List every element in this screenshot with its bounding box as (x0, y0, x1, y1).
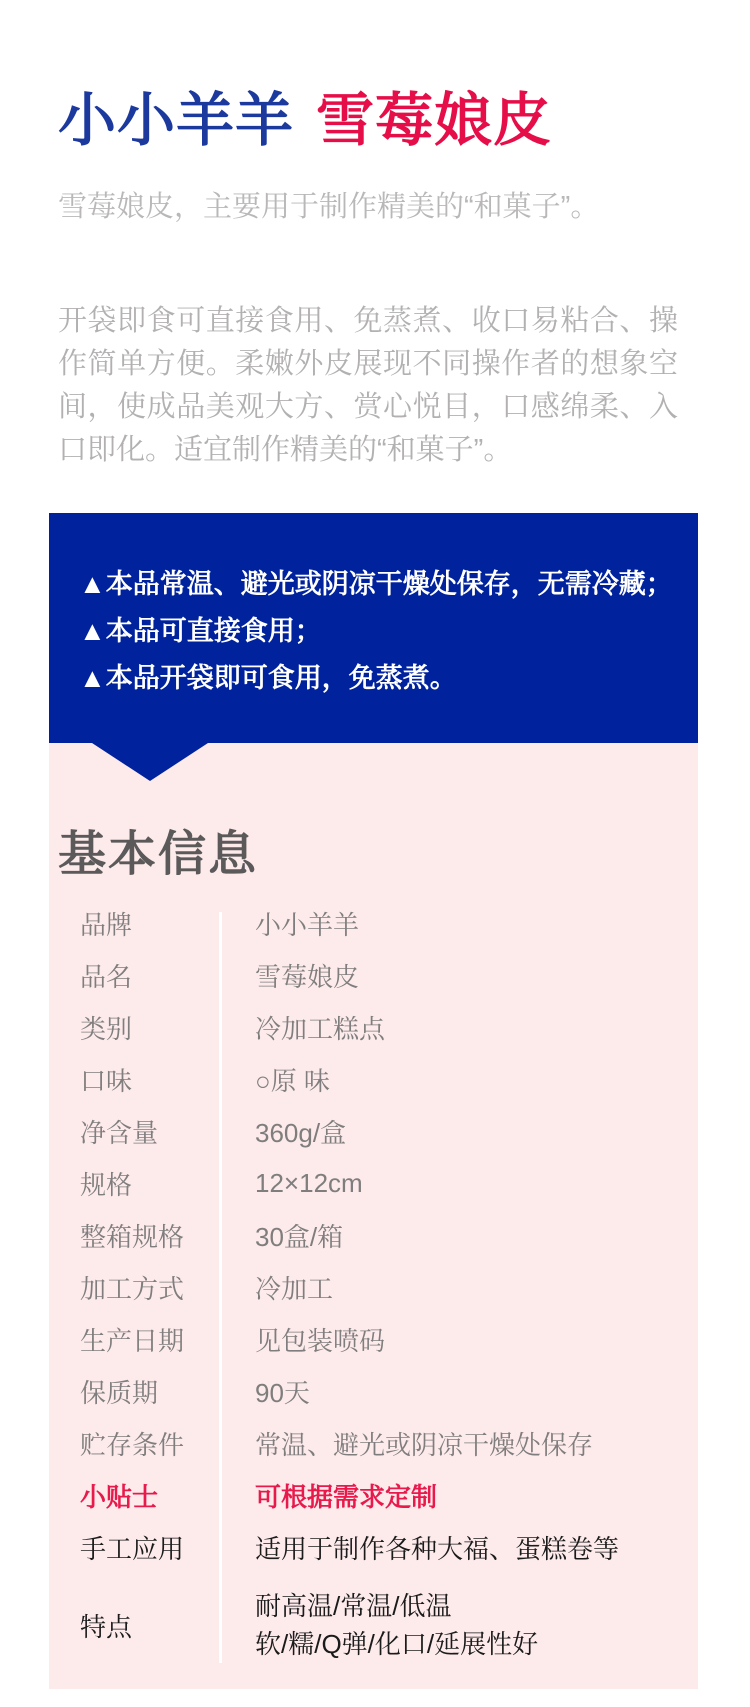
row-label: 净含量 (80, 1117, 159, 1148)
row-value: ○原 味 (255, 1065, 330, 1096)
row-label: 生产日期 (80, 1325, 185, 1356)
row-value: 冷加工糕点 (255, 1013, 386, 1044)
row-value-line-2: 软/糯/Q弹/化口/延展性好 (255, 1629, 539, 1659)
row-label: 贮存条件 (80, 1429, 185, 1460)
brand-name: 小小羊羊 (58, 88, 295, 153)
table-row (49, 1261, 698, 1313)
row-label: 类别 (80, 1013, 133, 1044)
product-description: 开袋即食可直接食用、免蒸煮、收口易粘合、操作简单方便。柔嫩外皮展现不同操作者的想象空间，使成品美观大方、赏心悦目，口感绵柔、入口即化。适宜制作精美的“和菓子”。 (58, 305, 678, 466)
table-row (49, 1001, 698, 1053)
row-value: 小小羊羊 (255, 909, 360, 940)
row-label: 品名 (80, 961, 133, 992)
row-value: 可根据需求定制 (255, 1481, 438, 1512)
row-value: 适用于制作各种大福、蛋糕卷等 (255, 1533, 620, 1564)
column-divider (219, 912, 222, 1663)
storage-notice-box (49, 513, 698, 743)
table-row (49, 1209, 698, 1261)
row-label: 特点 (80, 1611, 133, 1642)
row-value-line-1: 耐高温/常温/低温 (255, 1591, 452, 1621)
product-subtitle: 雪莓娘皮，主要用于制作精美的“和菓子”。 (58, 191, 600, 223)
row-value: 360g/盒 (255, 1117, 347, 1148)
row-label: 加工方式 (80, 1273, 185, 1304)
table-row (49, 1105, 698, 1157)
page-title (58, 88, 552, 155)
row-value: 冷加工 (255, 1273, 334, 1304)
notice-item: ▲本品常温、避光或阴凉干燥处保存，无需冷藏； (79, 569, 673, 599)
row-label: 保质期 (80, 1377, 159, 1408)
table-row (49, 1365, 698, 1417)
row-value: 90天 (255, 1377, 310, 1408)
table-row (49, 1573, 698, 1677)
row-value (255, 1587, 538, 1663)
table-row (49, 1521, 698, 1573)
basic-info-section (49, 743, 698, 1689)
row-value: 见包装喷码 (255, 1325, 386, 1356)
table-row (49, 1157, 698, 1209)
row-value: 12×12cm (255, 1167, 363, 1198)
table-row (49, 1417, 698, 1469)
row-value: 常温、避光或阴凉干燥处保存 (255, 1429, 594, 1460)
row-label: 手工应用 (80, 1533, 185, 1564)
row-label: 小贴士 (80, 1481, 159, 1512)
notice-item: ▲本品可直接食用； (79, 616, 322, 646)
row-value: 30盒/箱 (255, 1221, 344, 1252)
row-label: 口味 (80, 1065, 133, 1096)
row-label: 品牌 (80, 909, 133, 940)
info-table (49, 897, 698, 1677)
table-row (49, 1313, 698, 1365)
table-row-tip (49, 1469, 698, 1521)
row-value: 雪莓娘皮 (255, 961, 360, 992)
table-row (49, 949, 698, 1001)
row-label: 整箱规格 (80, 1221, 185, 1252)
table-row (49, 1053, 698, 1105)
product-name: 雪莓娘皮 (316, 88, 553, 153)
notch-triangle (92, 743, 208, 781)
table-row (49, 897, 698, 949)
section-heading: 基本信息 (58, 828, 259, 881)
row-label: 规格 (80, 1169, 133, 1200)
notice-item: ▲本品开袋即可食用，免蒸煮。 (79, 663, 457, 693)
